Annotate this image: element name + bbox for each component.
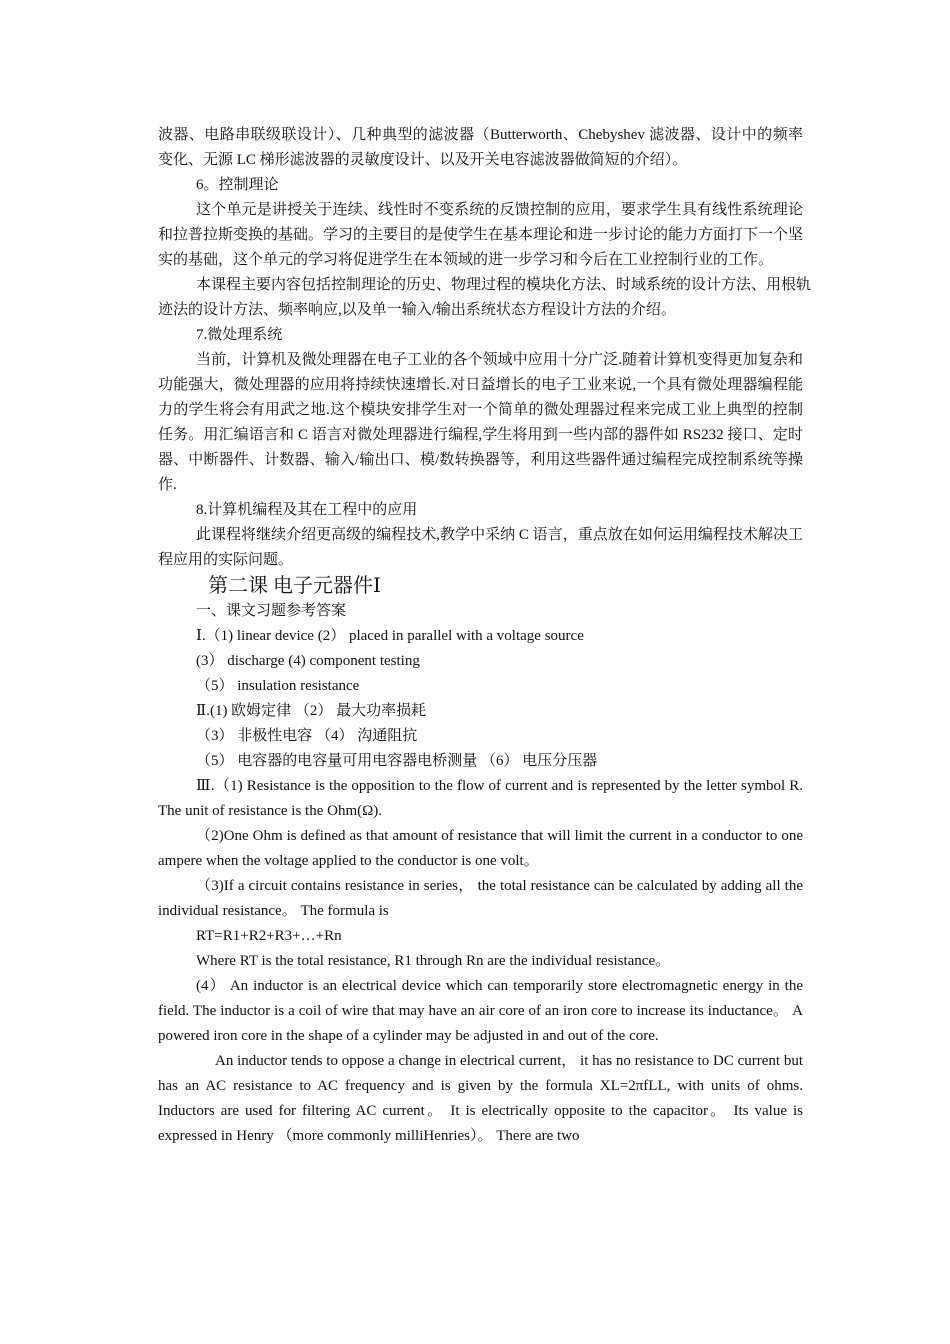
answer-I-line-3: （5） insulation resistance [196, 678, 360, 694]
paragraph-programming: 此课程将继续介绍更高级的编程技术,教学中采纳 C 语言，重点放在如何运用编程技术解决工程应用的实际问题。 [158, 527, 803, 568]
formula-explanation: Where RT is the total resistance, R1 through Rn are the individual resistance。 [196, 953, 671, 969]
answer-III-4: (4） An inductor is an electrical device which can temporarily store electromagnetic energy in the field. The inductor is a coil of wire that may have an air core of an iron core to increase its inductance。 A powered iron core in the shape of a cylinder may be adjusted in and out of the core. [158, 978, 803, 1044]
answer-II-line-1: Ⅱ.(1) 欧姆定律 （2） 最大功率损耗 [196, 703, 427, 719]
answer-III-3: （3)If a circuit contains resistance in series， the total resistance can be calculated by adding all the individual resistance。 The formula is [158, 878, 803, 919]
section-answers-heading: 一、课文习题参考答案 [196, 603, 347, 619]
resistance-formula: RT=R1+R2+R3+…+Rn [196, 928, 342, 944]
heading-control-theory: 6。控制理论 [196, 177, 279, 193]
answer-III-4-continued: An inductor tends to oppose a change in electrical current， it has no resistance to DC current but has an AC resistance to AC frequency and is given by the formula XL=2πfLL, with units of ohms. Inductors are used for filtering AC current。 It is electrically opposite to the capacitor。 Its value is expressed in Henry （more commonly milliHenries）。 There are two [158, 1053, 803, 1144]
document-page [158, 123, 812, 1149]
paragraph-control-1: 这个单元是讲授关于连续、线性时不变系统的反馈控制的应用，要求学生具有线性系统理论和拉普拉斯变换的基础。学习的主要目的是使学生在基本理论和进一步讨论的能力方面打下一个坚实的基础，这个单元的学习将促进学生在本领域的进一步学习和今后在工业控制行业的工作。 [158, 202, 804, 268]
answer-I-line-2: (3） discharge (4) component testing [196, 653, 420, 669]
answer-II-line-3: （5） 电容器的电容量可用电容器电桥测量 （6） 电压分压器 [196, 753, 598, 769]
lesson-title: 第二课 电子元器件Ⅰ [208, 575, 381, 597]
paragraph-filters-continued: 波器、电路串联级联设计）、几种典型的滤波器（Butterworth、Chebyshev 滤波器、设计中的频率变化、无源 LC 梯形滤波器的灵敏度设计、以及开关电容滤波器做简短的介绍）。 [158, 127, 803, 168]
paragraph-microprocessor: 当前，计算机及微处理器在电子工业的各个领域中应用十分广泛.随着计算机变得更加复杂和功能强大，微处理器的应用将持续快速增长.对日益增长的电子工业来说,一个具有微处理器编程能力的学生将会有用武之地.这个模块安排学生对一个简单的微处理器过程来完成工业上典型的控制任务。用汇编语言和 C 语言对微处理器进行编程,学生将用到一些内部的器件如 RS232 接口、定时器、中断器件、计数器、输入/输出口、模/数转换器等，利用这些器件通过编程完成控制系统等操作. [158, 352, 803, 493]
paragraph-control-2: 本课程主要内容包括控制理论的历史、物理过程的模块化方法、时域系统的设计方法、用根轨迹法的设计方法、频率响应,以及单一输入/输出系统状态方程设计方法的介绍。 [158, 277, 812, 318]
heading-microprocessor: 7.微处理系统 [196, 327, 283, 343]
answer-II-line-2: （3） 非极性电容 （4） 沟通阻抗 [196, 728, 418, 744]
answer-III-1: Ⅲ.（1) Resistance is the opposition to the flow of current and is represented by the letter symbol R. The unit of resistance is the Ohm(Ω). [158, 778, 803, 819]
answer-I-line-1: Ⅰ.（1) linear device (2） placed in parallel with a voltage source [196, 628, 584, 644]
answer-III-2: （2)One Ohm is defined as that amount of resistance that will limit the current in a conductor to one ampere when the voltage applied to the conductor is one volt。 [158, 828, 803, 869]
heading-programming: 8.计算机编程及其在工程中的应用 [196, 502, 418, 518]
